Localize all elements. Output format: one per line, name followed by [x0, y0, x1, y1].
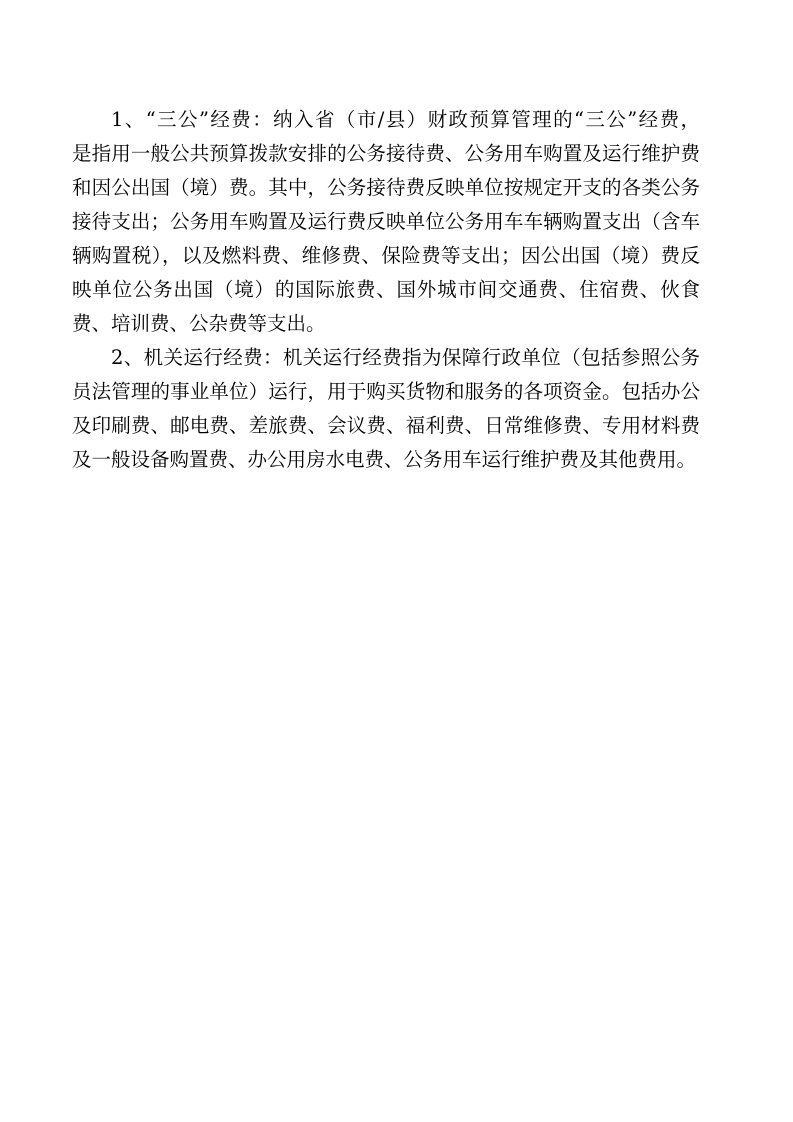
paragraph-line: 费、培训费、公杂费等支出。 — [72, 312, 326, 335]
paragraph-three-public-funds — [72, 103, 700, 341]
paragraph-line: 及一般设备购置费、办公用房水电费、公务用车运行维护费及其他费用。 — [72, 448, 697, 471]
paragraph-line: 接待支出；公务用车购置及运行费反映单位公务用车车辆购置支出（含车 — [72, 210, 700, 233]
paragraph-line: 及印刷费、邮电费、差旅费、会议费、福利费、日常维修费、专用材料费 — [72, 414, 700, 437]
paragraph-line: 和因公出国（境）费。其中，公务接待费反映单位按规定开支的各类公务 — [72, 176, 700, 199]
paragraph-line: 2、机关运行经费：机关运行经费指为保障行政单位（包括参照公务 — [111, 346, 700, 369]
paragraph-line: 1、“三公”经费：纳入省（市/县）财政预算管理的“三公”经费， — [111, 108, 700, 131]
paragraph-agency-operating-funds — [72, 341, 700, 477]
paragraph-line: 是指用一般公共预算拨款安排的公务接待费、公务用车购置及运行维护费 — [72, 142, 700, 165]
document-body-text — [72, 103, 700, 477]
paragraph-line: 映单位公务出国（境）的国际旅费、国外城市间交通费、住宿费、伙食 — [72, 278, 700, 301]
paragraph-line: 员法管理的事业单位）运行，用于购买货物和服务的各项资金。包括办公 — [72, 380, 700, 403]
paragraph-line: 辆购置税），以及燃料费、维修费、保险费等支出；因公出国（境）费反 — [72, 244, 700, 267]
